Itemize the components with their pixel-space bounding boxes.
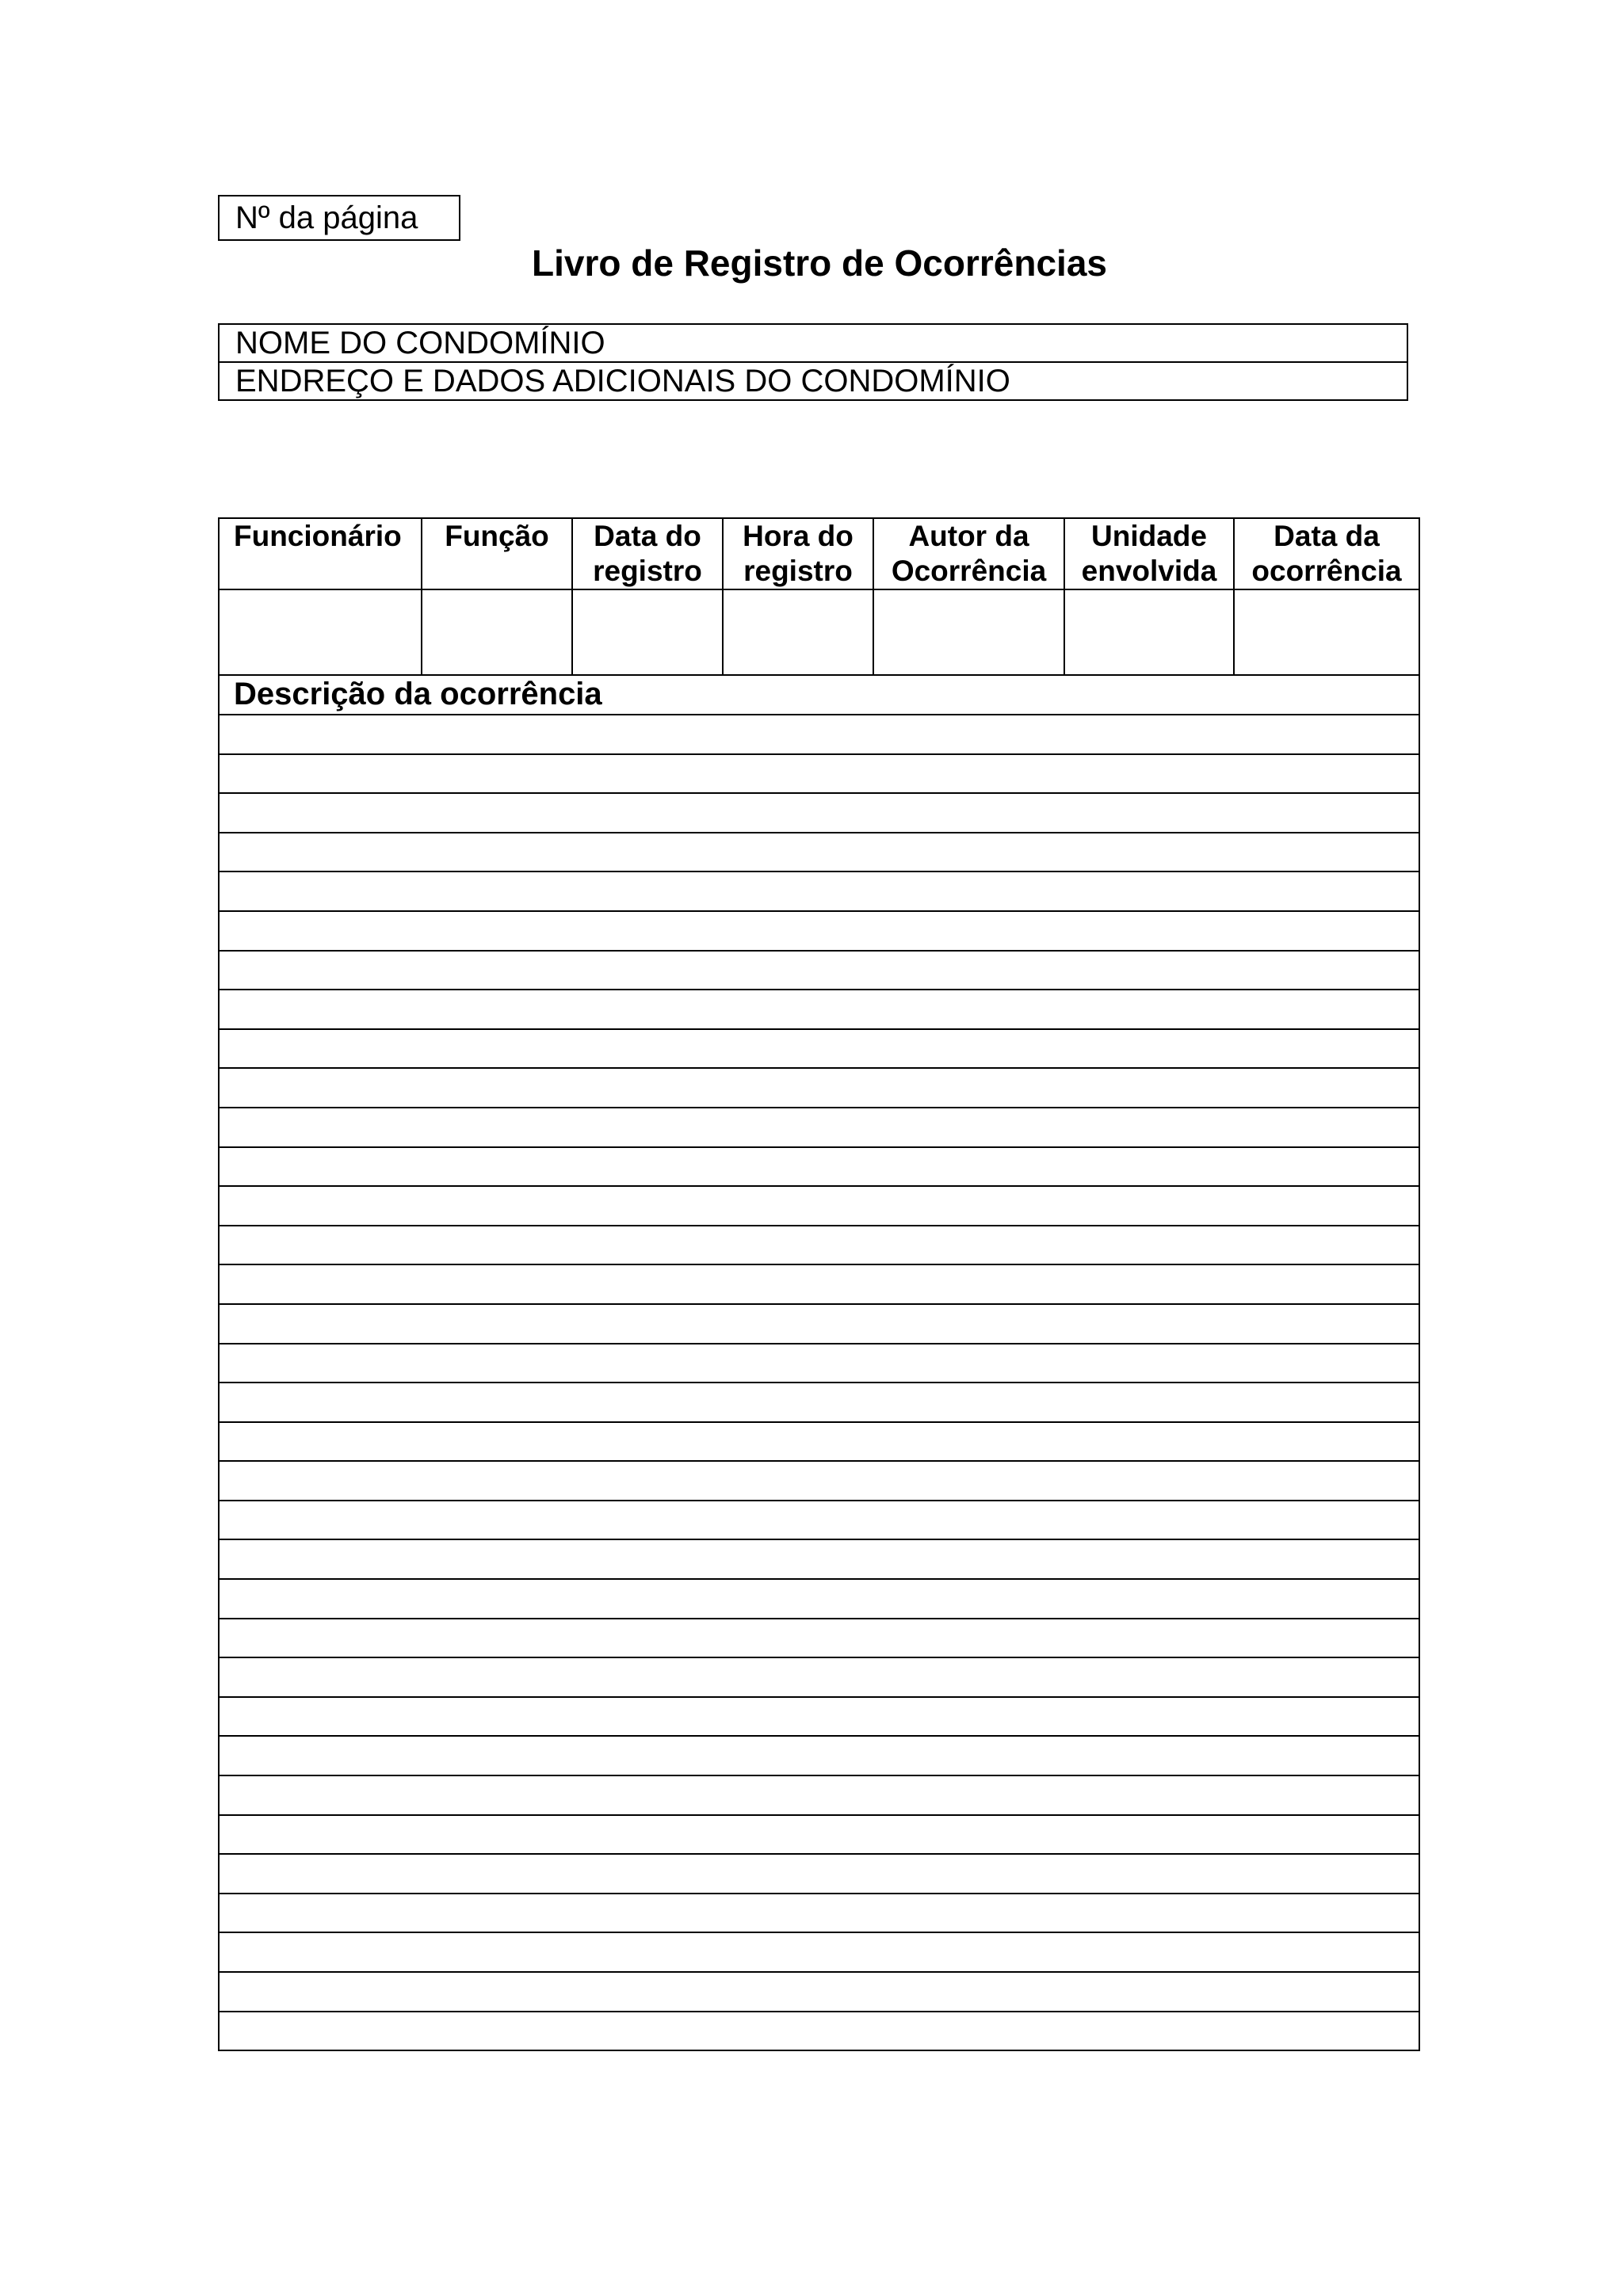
description-line-row xyxy=(219,1579,1419,1619)
cell-data-registro[interactable] xyxy=(572,589,723,675)
description-line[interactable] xyxy=(219,1894,1419,1933)
description-line-row xyxy=(219,1226,1419,1265)
header-funcao-line-1: Função xyxy=(445,520,549,552)
description-line[interactable] xyxy=(219,1461,1419,1501)
page-number-label: Nº da página xyxy=(235,200,418,235)
header-hora-registro xyxy=(723,518,873,589)
header-autor-ocorrencia xyxy=(873,518,1064,589)
description-line[interactable] xyxy=(219,1344,1419,1383)
description-line[interactable] xyxy=(219,911,1419,951)
description-line-row xyxy=(219,990,1419,1029)
header-autor-ocorrencia-line-1: Autor da xyxy=(908,520,1029,552)
description-line[interactable] xyxy=(219,1422,1419,1462)
description-line[interactable] xyxy=(219,1697,1419,1737)
description-line[interactable] xyxy=(219,951,1419,990)
description-line-row xyxy=(219,1501,1419,1540)
header-funcionario xyxy=(219,518,422,589)
description-line-row xyxy=(219,715,1419,754)
header-data-registro-line-1: Data do xyxy=(594,520,701,552)
description-line[interactable] xyxy=(219,1775,1419,1815)
condominium-info-table xyxy=(218,323,1408,401)
description-line-row xyxy=(219,2012,1419,2051)
description-line-row xyxy=(219,1186,1419,1226)
description-line-row xyxy=(219,1461,1419,1501)
description-line[interactable] xyxy=(219,1619,1419,1658)
description-line-row xyxy=(219,911,1419,951)
description-line[interactable] xyxy=(219,871,1419,911)
description-line-row xyxy=(219,1383,1419,1422)
header-unidade-envolvida-line-1: Unidade xyxy=(1091,520,1207,552)
description-title-row xyxy=(219,675,1419,715)
description-line-row xyxy=(219,1854,1419,1894)
description-line[interactable] xyxy=(219,793,1419,833)
description-line[interactable] xyxy=(219,1972,1419,2012)
header-funcao xyxy=(422,518,572,589)
description-line[interactable] xyxy=(219,1147,1419,1187)
condominium-address-field[interactable] xyxy=(219,362,1407,400)
header-data-ocorrencia-line-1: Data da xyxy=(1274,520,1380,552)
cell-data-ocorrencia[interactable] xyxy=(1234,589,1419,675)
description-line-row xyxy=(219,1422,1419,1462)
description-line-row xyxy=(219,1932,1419,1972)
description-line-row xyxy=(219,1147,1419,1187)
header-data-ocorrencia-line-2: ocorrência xyxy=(1251,555,1402,587)
description-line[interactable] xyxy=(219,1108,1419,1147)
cell-funcionario[interactable] xyxy=(219,589,422,675)
condominium-name-field[interactable] xyxy=(219,324,1407,362)
description-line[interactable] xyxy=(219,1932,1419,1972)
description-line-row xyxy=(219,1029,1419,1069)
description-line[interactable] xyxy=(219,833,1419,872)
cell-funcao[interactable] xyxy=(422,589,572,675)
description-line[interactable] xyxy=(219,1029,1419,1069)
page-number-field[interactable] xyxy=(218,195,460,241)
description-line-row xyxy=(219,951,1419,990)
description-line[interactable] xyxy=(219,1579,1419,1619)
description-line[interactable] xyxy=(219,2012,1419,2051)
description-line[interactable] xyxy=(219,1501,1419,1540)
header-unidade-envolvida xyxy=(1064,518,1234,589)
header-hora-registro-line-2: registro xyxy=(743,555,853,587)
description-line[interactable] xyxy=(219,1383,1419,1422)
description-line-row xyxy=(219,1344,1419,1383)
header-data-registro-line-2: registro xyxy=(593,555,702,587)
description-line-row xyxy=(219,1304,1419,1344)
description-line-row xyxy=(219,1972,1419,2012)
description-line-row xyxy=(219,833,1419,872)
description-line[interactable] xyxy=(219,1854,1419,1894)
description-title: Descrição da ocorrência xyxy=(234,677,602,711)
description-line-row xyxy=(219,754,1419,794)
description-line[interactable] xyxy=(219,1226,1419,1265)
description-line-row xyxy=(219,1108,1419,1147)
cell-unidade-envolvida[interactable] xyxy=(1064,589,1234,675)
cell-hora-registro[interactable] xyxy=(723,589,873,675)
description-line-row xyxy=(219,1264,1419,1304)
description-line[interactable] xyxy=(219,1264,1419,1304)
header-hora-registro-line-1: Hora do xyxy=(743,520,854,552)
description-line-row xyxy=(219,1775,1419,1815)
description-line[interactable] xyxy=(219,1304,1419,1344)
condominium-name-label: NOME DO CONDOMÍNIO xyxy=(235,326,605,360)
description-line[interactable] xyxy=(219,1657,1419,1697)
header-data-registro xyxy=(572,518,723,589)
header-data-ocorrencia xyxy=(1234,518,1419,589)
description-line[interactable] xyxy=(219,1736,1419,1775)
description-line[interactable] xyxy=(219,754,1419,794)
header-row xyxy=(219,518,1419,589)
description-line[interactable] xyxy=(219,1186,1419,1226)
document-title: Livro de Registro de Ocorrências xyxy=(531,242,1107,284)
description-line-row xyxy=(219,871,1419,911)
description-line-row xyxy=(219,1894,1419,1933)
occurrence-register-table xyxy=(218,517,1420,2051)
description-line-row xyxy=(219,1736,1419,1775)
description-title-cell xyxy=(219,675,1419,715)
header-unidade-envolvida-line-2: envolvida xyxy=(1081,555,1217,587)
header-funcionario-line-1: Funcionário xyxy=(234,520,402,552)
description-line-row xyxy=(219,1815,1419,1855)
header-autor-ocorrencia-line-2: Ocorrência xyxy=(891,555,1047,587)
description-line-row xyxy=(219,1539,1419,1579)
description-line-row xyxy=(219,793,1419,833)
description-line[interactable] xyxy=(219,1539,1419,1579)
description-line[interactable] xyxy=(219,1068,1419,1108)
entry-row xyxy=(219,589,1419,675)
description-line[interactable] xyxy=(219,1815,1419,1855)
description-line-row xyxy=(219,1697,1419,1737)
description-line-row xyxy=(219,1068,1419,1108)
condominium-address-label: ENDREÇO E DADOS ADICIONAIS DO CONDOMÍNIO xyxy=(235,364,1010,399)
description-line-row xyxy=(219,1657,1419,1697)
description-line[interactable] xyxy=(219,990,1419,1029)
description-line[interactable] xyxy=(219,715,1419,754)
description-line-row xyxy=(219,1619,1419,1658)
cell-autor-ocorrencia[interactable] xyxy=(873,589,1064,675)
